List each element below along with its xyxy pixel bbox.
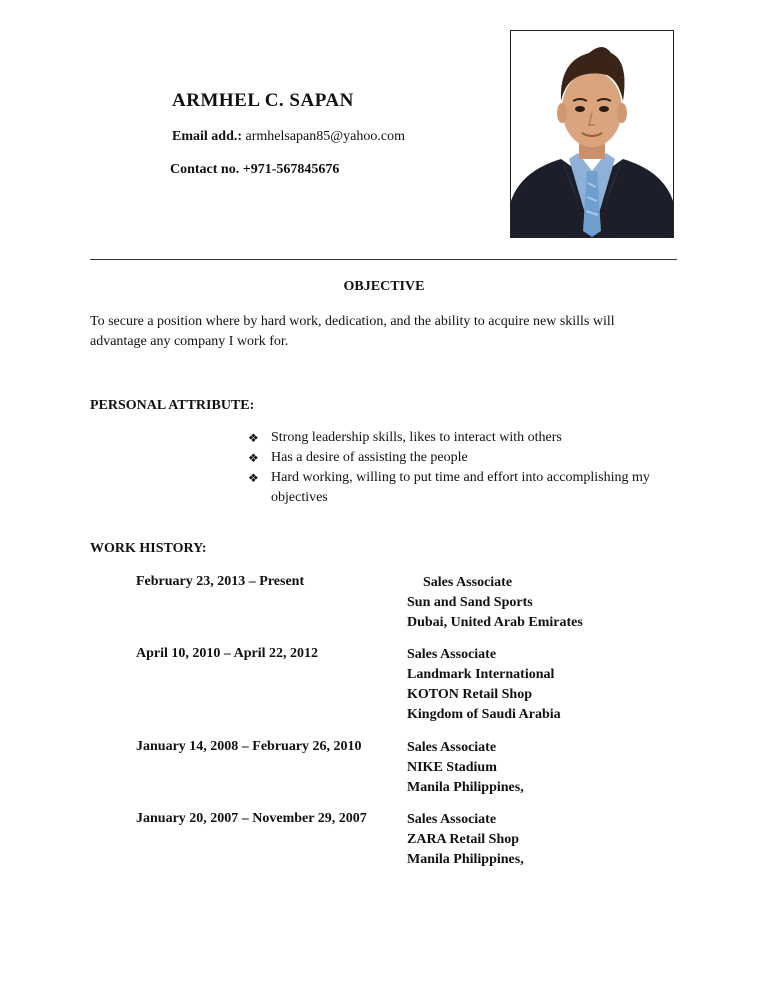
email-label: Email add.: (172, 129, 243, 144)
job-employer: ZARA Retail Shop (407, 832, 520, 847)
job-details (407, 645, 561, 725)
job-position: Sales Associate (423, 575, 513, 590)
profile-photo (510, 30, 674, 238)
job-employer: Sun and Sand Sports (407, 595, 533, 610)
email-value: armhelsapan85@yahoo.com (245, 129, 405, 144)
work-history-heading: WORK HISTORY: (90, 541, 207, 556)
job-location: Manila Philippines, (407, 852, 524, 867)
job-location: Dubai, United Arab Emirates (407, 615, 583, 630)
job-date: February 23, 2013 – Present (136, 574, 305, 589)
personal-attribute-heading: PERSONAL ATTRIBUTE: (90, 398, 255, 413)
list-item: ❖ Hard working, willing to put time and effort into accomplishing my objectives (248, 470, 650, 505)
job-date: January 20, 2007 – November 29, 2007 (136, 811, 367, 826)
job-position: Sales Associate (407, 647, 497, 662)
list-item: ❖ Strong leadership skills, likes to interact with others (248, 428, 668, 448)
objective-text: To secure a position where by hard work, dedication, and the ability to acquire new skills will advantage any company I work for. (90, 314, 615, 349)
section-divider (90, 259, 677, 260)
diamond-bullet-icon: ❖ (248, 451, 259, 465)
job-employer: NIKE Stadium (407, 760, 497, 775)
job-location: Manila Philippines, (407, 780, 524, 795)
personal-attribute-list (248, 428, 668, 508)
contact-label: Contact no. (170, 162, 240, 177)
job-date: April 10, 2010 – April 22, 2012 (136, 646, 319, 661)
list-item: ❖ Has a desire of assisting the people (248, 448, 668, 468)
email-line (172, 129, 405, 145)
diamond-bullet-icon: ❖ (248, 431, 259, 445)
job-date: January 14, 2008 – February 26, 2010 (136, 739, 362, 754)
job-details (407, 573, 583, 633)
job-position: Sales Associate (407, 812, 497, 827)
job-location: Kingdom of Saudi Arabia (407, 707, 561, 722)
objective-heading: OBJECTIVE (343, 279, 425, 294)
job-position: Sales Associate (407, 740, 497, 755)
contact-value: +971-567845676 (242, 162, 340, 177)
job-store: KOTON Retail Shop (407, 687, 532, 702)
job-employer: Landmark International (407, 667, 555, 682)
contact-line (170, 162, 339, 178)
diamond-bullet-icon: ❖ (248, 471, 259, 485)
profile-photo-illustration (511, 31, 673, 237)
applicant-name: ARMHEL C. SAPAN (172, 90, 354, 111)
job-details (407, 738, 524, 798)
job-details (407, 810, 524, 870)
